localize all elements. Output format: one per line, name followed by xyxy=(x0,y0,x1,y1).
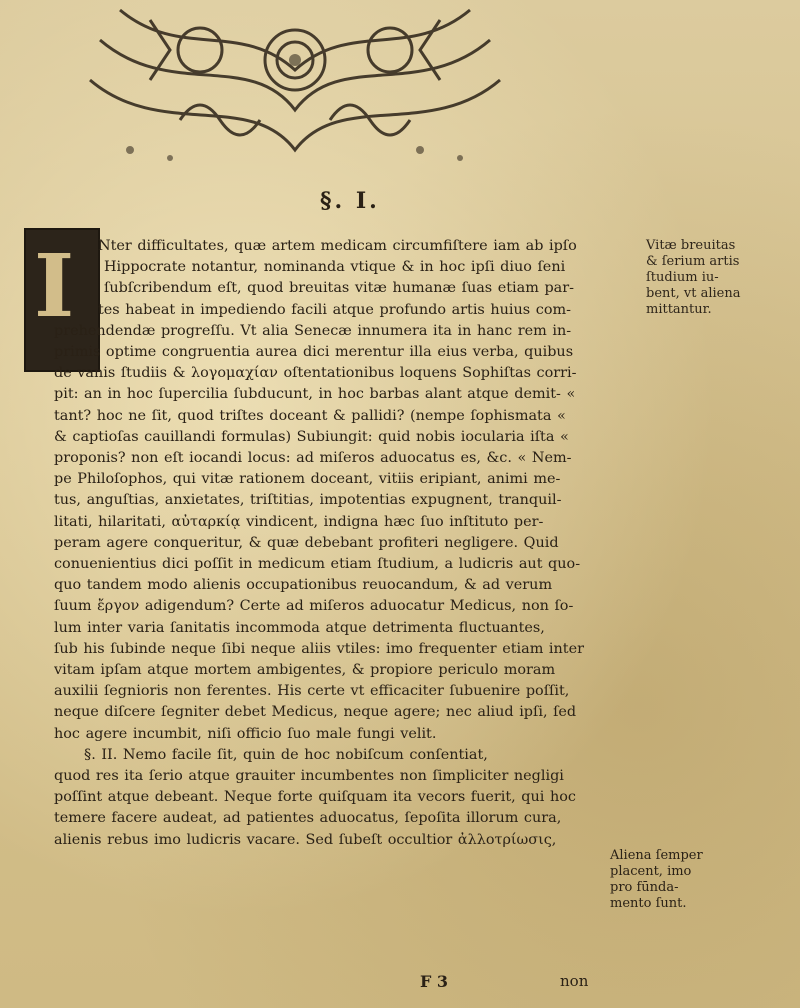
text-line: peram agere conqueritur, & quæ debebant profiteri negligere. Quid xyxy=(54,534,559,551)
text-line: pit: an in hoc ſupercilia ſubducunt, in hoc barbas alant atque demit- « xyxy=(54,386,576,403)
text-line: ſubſcribendum eſt, quod breuitas vitæ humanæ ſuas etiam par- xyxy=(104,280,574,297)
text-line: litati, hilaritati, αὐταρκίᾳ vindicent, indigna hæc ſuo inſtituto per- xyxy=(54,513,544,530)
initial-letter: I xyxy=(34,236,75,337)
section-mark: §. I. xyxy=(320,188,380,214)
margin-note-bottom xyxy=(610,848,796,912)
text-line: alienis rebus imo ludicris vacare. Sed ſubeſt occultior ἀλλοτρίωσις, xyxy=(54,831,557,848)
margin-note-line: mittantur. xyxy=(646,302,712,317)
text-line: temere facere audeat, ad patientes aduocatus, ſepoſita illorum cura, xyxy=(54,810,562,827)
body-text xyxy=(54,236,646,851)
text-line: conuenientius dici poſſit in medicum etiam ſtudium, a ludicris aut quo- xyxy=(54,556,581,573)
text-line: neque diſcere ſegniter debet Medicus, neque agere; nec aliud ipſi, ſed xyxy=(54,704,577,721)
text-line: lum inter varia ſanitatis incommoda atque detrimenta fluctuantes, xyxy=(54,619,545,636)
text-line: ſuum ἔργον adigendum? Certe ad miſeros aduocatur Medicus, non ſo- xyxy=(54,598,574,615)
text-line: Hippocrate notantur, nominanda vtique & in hoc ipſi diuo ſeni xyxy=(104,259,566,276)
margin-note-top xyxy=(646,238,796,324)
text-line: prehendendæ progreſſu. Vt alia Senecæ innumera ita in hanc rem in- xyxy=(54,322,572,339)
catchword: non xyxy=(560,972,589,990)
text-line: ſub his ſubinde neque ſibi neque aliis vtiles: imo frequenter etiam inter xyxy=(54,640,584,657)
text-line: proponis? non eſt iocandi locus: ad miſeros aduocatus es, &c. « Nem- xyxy=(54,450,572,467)
signature-mark: F 3 xyxy=(420,972,449,991)
text-line: §. II. Nemo facile ſit, quin de hoc nobiſcum conſentiat, xyxy=(84,746,488,763)
margin-note-line: & ſerium artis xyxy=(646,254,740,269)
text-line: de vanis ſtudiis & λογομαχίαν oſtentationibus loquens Sophiſtas corri- xyxy=(54,365,577,382)
text-line: quod res ita ſerio atque grauiter incumbentes non ſimpliciter negligi xyxy=(54,768,564,785)
margin-note-line: Aliena ſemper xyxy=(610,848,703,863)
margin-note-line: placent, imo xyxy=(610,864,692,879)
margin-note-line: Vitæ breuitas xyxy=(646,238,736,253)
text-line: vitam ipſam atque mortem ambigentes, & propiore periculo moram xyxy=(54,662,556,679)
text-line: tes habeat in impediendo facili atque profundo artis huius com- xyxy=(98,301,571,318)
text-line: primis optime congruentia aurea dici merentur illa eius verba, quibus xyxy=(54,344,574,361)
text-line: auxilii ſegnioris non ferentes. His certe vt efficaciter ſubuenire poſſit, xyxy=(54,683,570,700)
text-line: poſſint atque debeant. Neque forte quiſquam ita vecors fuerit, qui hoc xyxy=(54,789,576,806)
margin-note-line: mento ſunt. xyxy=(610,896,687,911)
text-line: hoc agere incumbit, niſi officio ſuo male fungi velit. xyxy=(54,725,437,742)
text-line: pe Philoſophos, qui vitæ rationem doceant, vitiis eripiant, animi me- xyxy=(54,471,561,488)
text-line: tant? hoc ne ſit, quod triſtes doceant & pallidi? (nempe ſophismata « xyxy=(54,407,566,424)
ornamental-headpiece xyxy=(60,0,530,170)
text-line: Nter difficultates, quæ artem medicam circumfiſtere iam ab ipſo xyxy=(98,238,577,254)
margin-note-line: bent, vt aliena xyxy=(646,286,741,301)
text-line: tus, anguſtias, anxietates, triſtitias, impotentias expugnent, tranquil- xyxy=(54,492,562,509)
text-line: quo tandem modo alienis occupationibus reuocandum, & ad verum xyxy=(54,577,553,594)
margin-note xyxy=(646,238,796,318)
text-line: & captioſas cauillandi formulas) Subiungit: quid nobis iocularia iſta « xyxy=(54,428,569,445)
margin-note-line: ſtudium iu- xyxy=(646,270,719,285)
margin-note-line: pro fūnda- xyxy=(610,880,679,895)
